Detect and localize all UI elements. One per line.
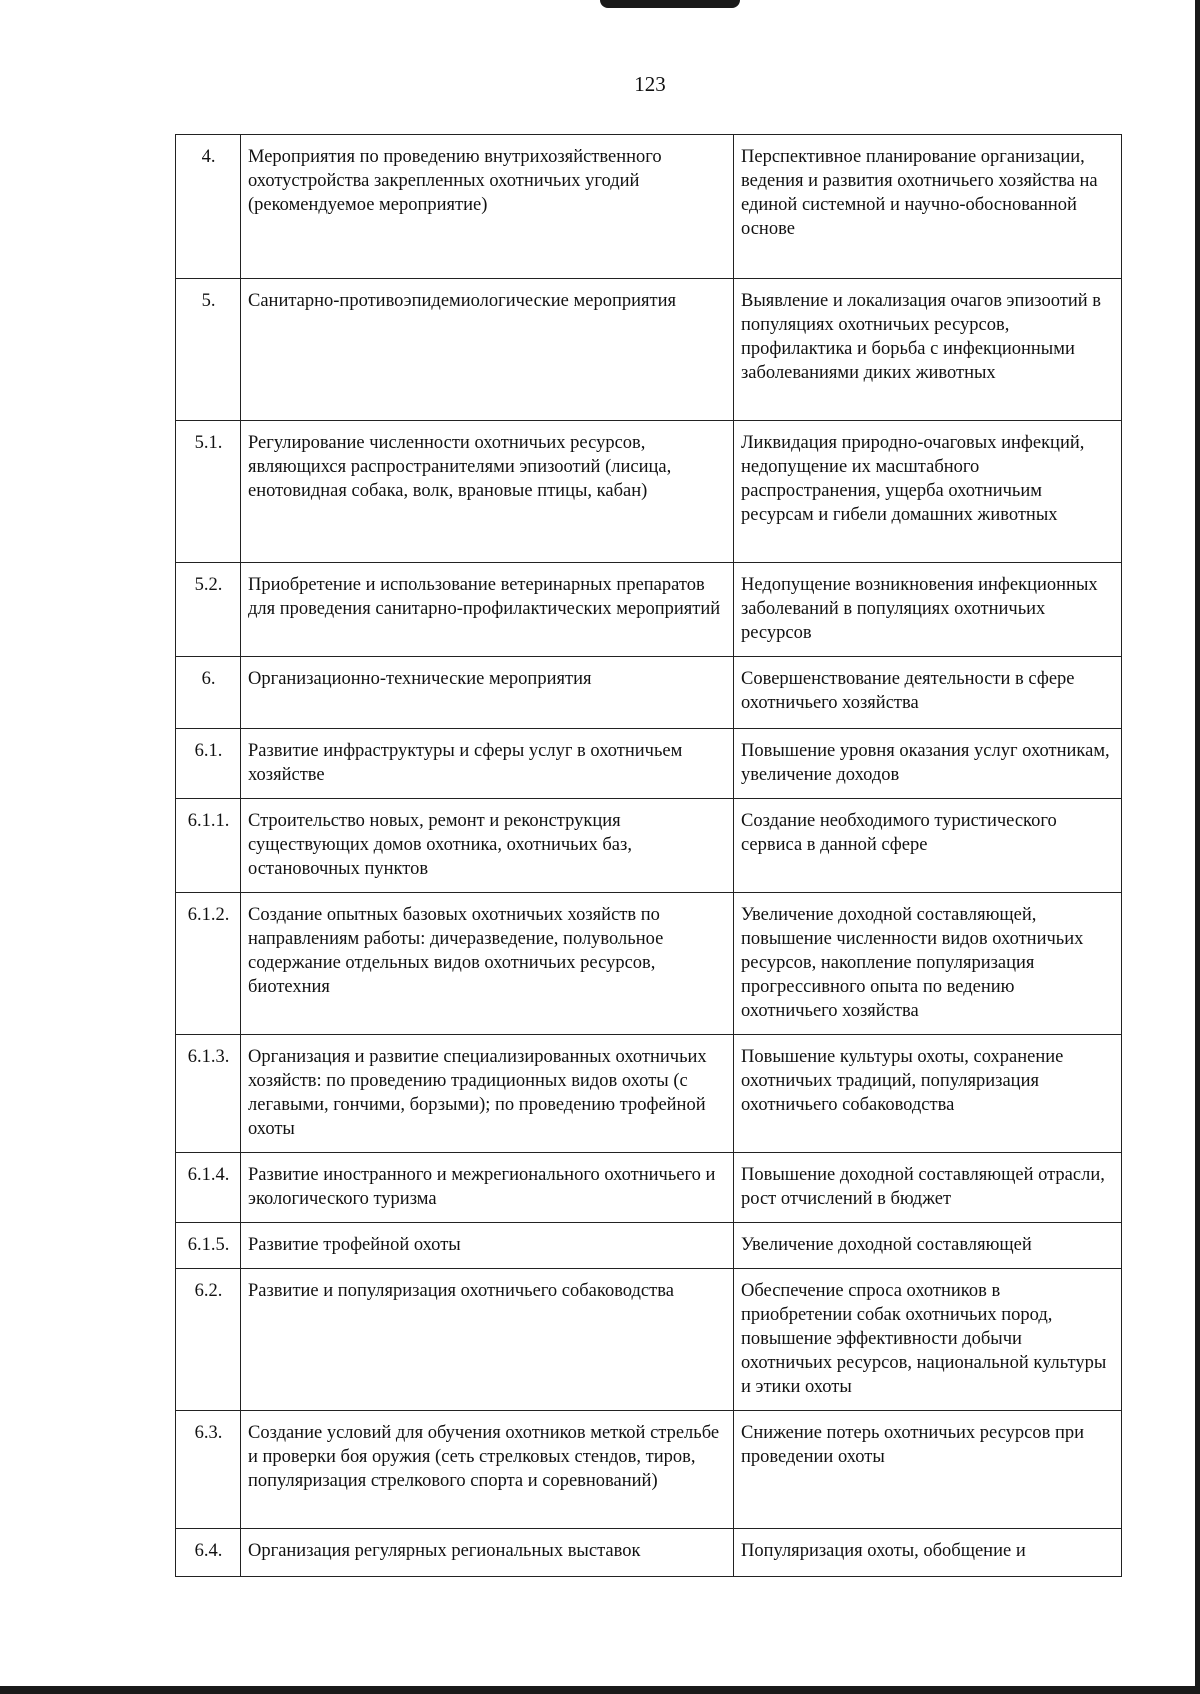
measure-cell: Организационно-технические мероприятия <box>241 657 734 729</box>
result-cell: Повышение доходной составляющей отрасли, рост отчислений в бюджет <box>734 1153 1122 1223</box>
measure-cell: Регулирование численности охотничьих ресурсов, являющихся распространителями эпизоотий (лисица, енотовидная собака, волк, врановые птицы, кабан) <box>241 421 734 563</box>
scan-edge-right <box>1195 0 1200 1694</box>
measure-cell: Организация и развитие специализированных охотничьих хозяйств: по проведению традиционных видов охоты (с легавыми, гончими, борзыми); по проведению трофейной охоты <box>241 1035 734 1153</box>
row-number: 6. <box>176 657 241 729</box>
page-number: 123 <box>634 72 666 96</box>
result-cell: Недопущение возникновения инфекционных заболеваний в популяциях охотничьих ресурсов <box>734 563 1122 657</box>
row-number: 6.3. <box>176 1411 241 1529</box>
table-row <box>176 1223 1122 1269</box>
measures-table <box>175 134 1122 1577</box>
measure-cell: Приобретение и использование ветеринарных препаратов для проведения санитарно-профилактических мероприятий <box>241 563 734 657</box>
result-cell: Популяризация охоты, обобщение и <box>734 1529 1122 1577</box>
table-row <box>176 563 1122 657</box>
result-cell: Создание необходимого туристического сервиса в данной сфере <box>734 799 1122 893</box>
table-row <box>176 1153 1122 1223</box>
row-number: 6.2. <box>176 1269 241 1411</box>
result-cell: Увеличение доходной составляющей <box>734 1223 1122 1269</box>
row-number: 6.1.5. <box>176 1223 241 1269</box>
result-cell: Обеспечение спроса охотников в приобретении собак охотничьих пород, повышение эффективности добычи охотничьих ресурсов, национальной культуры и этики охоты <box>734 1269 1122 1411</box>
result-cell: Совершенствование деятельности в сфере охотничьего хозяйства <box>734 657 1122 729</box>
result-cell: Повышение культуры охоты, сохранение охотничьих традиций, популяризация охотничьего собаководства <box>734 1035 1122 1153</box>
row-number: 6.1.2. <box>176 893 241 1035</box>
row-number: 5.1. <box>176 421 241 563</box>
row-number: 5.2. <box>176 563 241 657</box>
row-number: 6.1.3. <box>176 1035 241 1153</box>
scan-edge-mark <box>600 0 740 8</box>
table-row <box>176 1035 1122 1153</box>
table-row <box>176 1269 1122 1411</box>
result-cell: Увеличение доходной составляющей, повышение численности видов охотничьих ресурсов, накопление популяризация прогрессивного опыта по ведению охотничьего хозяйства <box>734 893 1122 1035</box>
measure-cell: Развитие трофейной охоты <box>241 1223 734 1269</box>
table-row <box>176 279 1122 421</box>
row-number: 4. <box>176 135 241 279</box>
scan-edge-bottom <box>0 1686 1200 1694</box>
measure-cell: Строительство новых, ремонт и реконструкция существующих домов охотника, охотничьих баз, остановочных пунктов <box>241 799 734 893</box>
result-cell: Выявление и локализация очагов эпизоотий в популяциях охотничьих ресурсов, профилактика и борьба с инфекционными заболеваниями диких животных <box>734 279 1122 421</box>
result-cell: Ликвидация природно-очаговых инфекций, недопущение их масштабного распространения, ущерба охотничьим ресурсам и гибели домашних животных <box>734 421 1122 563</box>
row-number: 6.4. <box>176 1529 241 1577</box>
table-row <box>176 421 1122 563</box>
measure-cell: Санитарно-противоэпидемиологические мероприятия <box>241 279 734 421</box>
table-row <box>176 799 1122 893</box>
result-cell: Перспективное планирование организации, ведения и развития охотничьего хозяйства на единой системной и научно-обоснованной основе <box>734 135 1122 279</box>
measure-cell: Создание опытных базовых охотничьих хозяйств по направлениям работы: дичеразведение, полувольное содержание отдельных видов охотничьих ресурсов, биотехния <box>241 893 734 1035</box>
measure-cell: Создание условий для обучения охотников меткой стрельбе и проверки боя оружия (сеть стрелковых стендов, тиров, популяризация стрелкового спорта и соревнований) <box>241 1411 734 1529</box>
measure-cell: Развитие иностранного и межрегионального охотничьего и экологического туризма <box>241 1153 734 1223</box>
measure-cell: Мероприятия по проведению внутрихозяйственного охотустройства закрепленных охотничьих угодий (рекомендуемое мероприятие) <box>241 135 734 279</box>
row-number: 5. <box>176 279 241 421</box>
row-number: 6.1. <box>176 729 241 799</box>
result-cell: Снижение потерь охотничьих ресурсов при проведении охоты <box>734 1411 1122 1529</box>
result-cell: Повышение уровня оказания услуг охотникам, увеличение доходов <box>734 729 1122 799</box>
measure-cell: Развитие инфраструктуры и сферы услуг в охотничьем хозяйстве <box>241 729 734 799</box>
measure-cell: Развитие и популяризация охотничьего собаководства <box>241 1269 734 1411</box>
table-row <box>176 657 1122 729</box>
row-number: 6.1.1. <box>176 799 241 893</box>
measure-cell: Организация регулярных региональных выставок <box>241 1529 734 1577</box>
table-row <box>176 729 1122 799</box>
table-row <box>176 135 1122 279</box>
table-row <box>176 1411 1122 1529</box>
table-row <box>176 1529 1122 1577</box>
table-row <box>176 893 1122 1035</box>
row-number: 6.1.4. <box>176 1153 241 1223</box>
